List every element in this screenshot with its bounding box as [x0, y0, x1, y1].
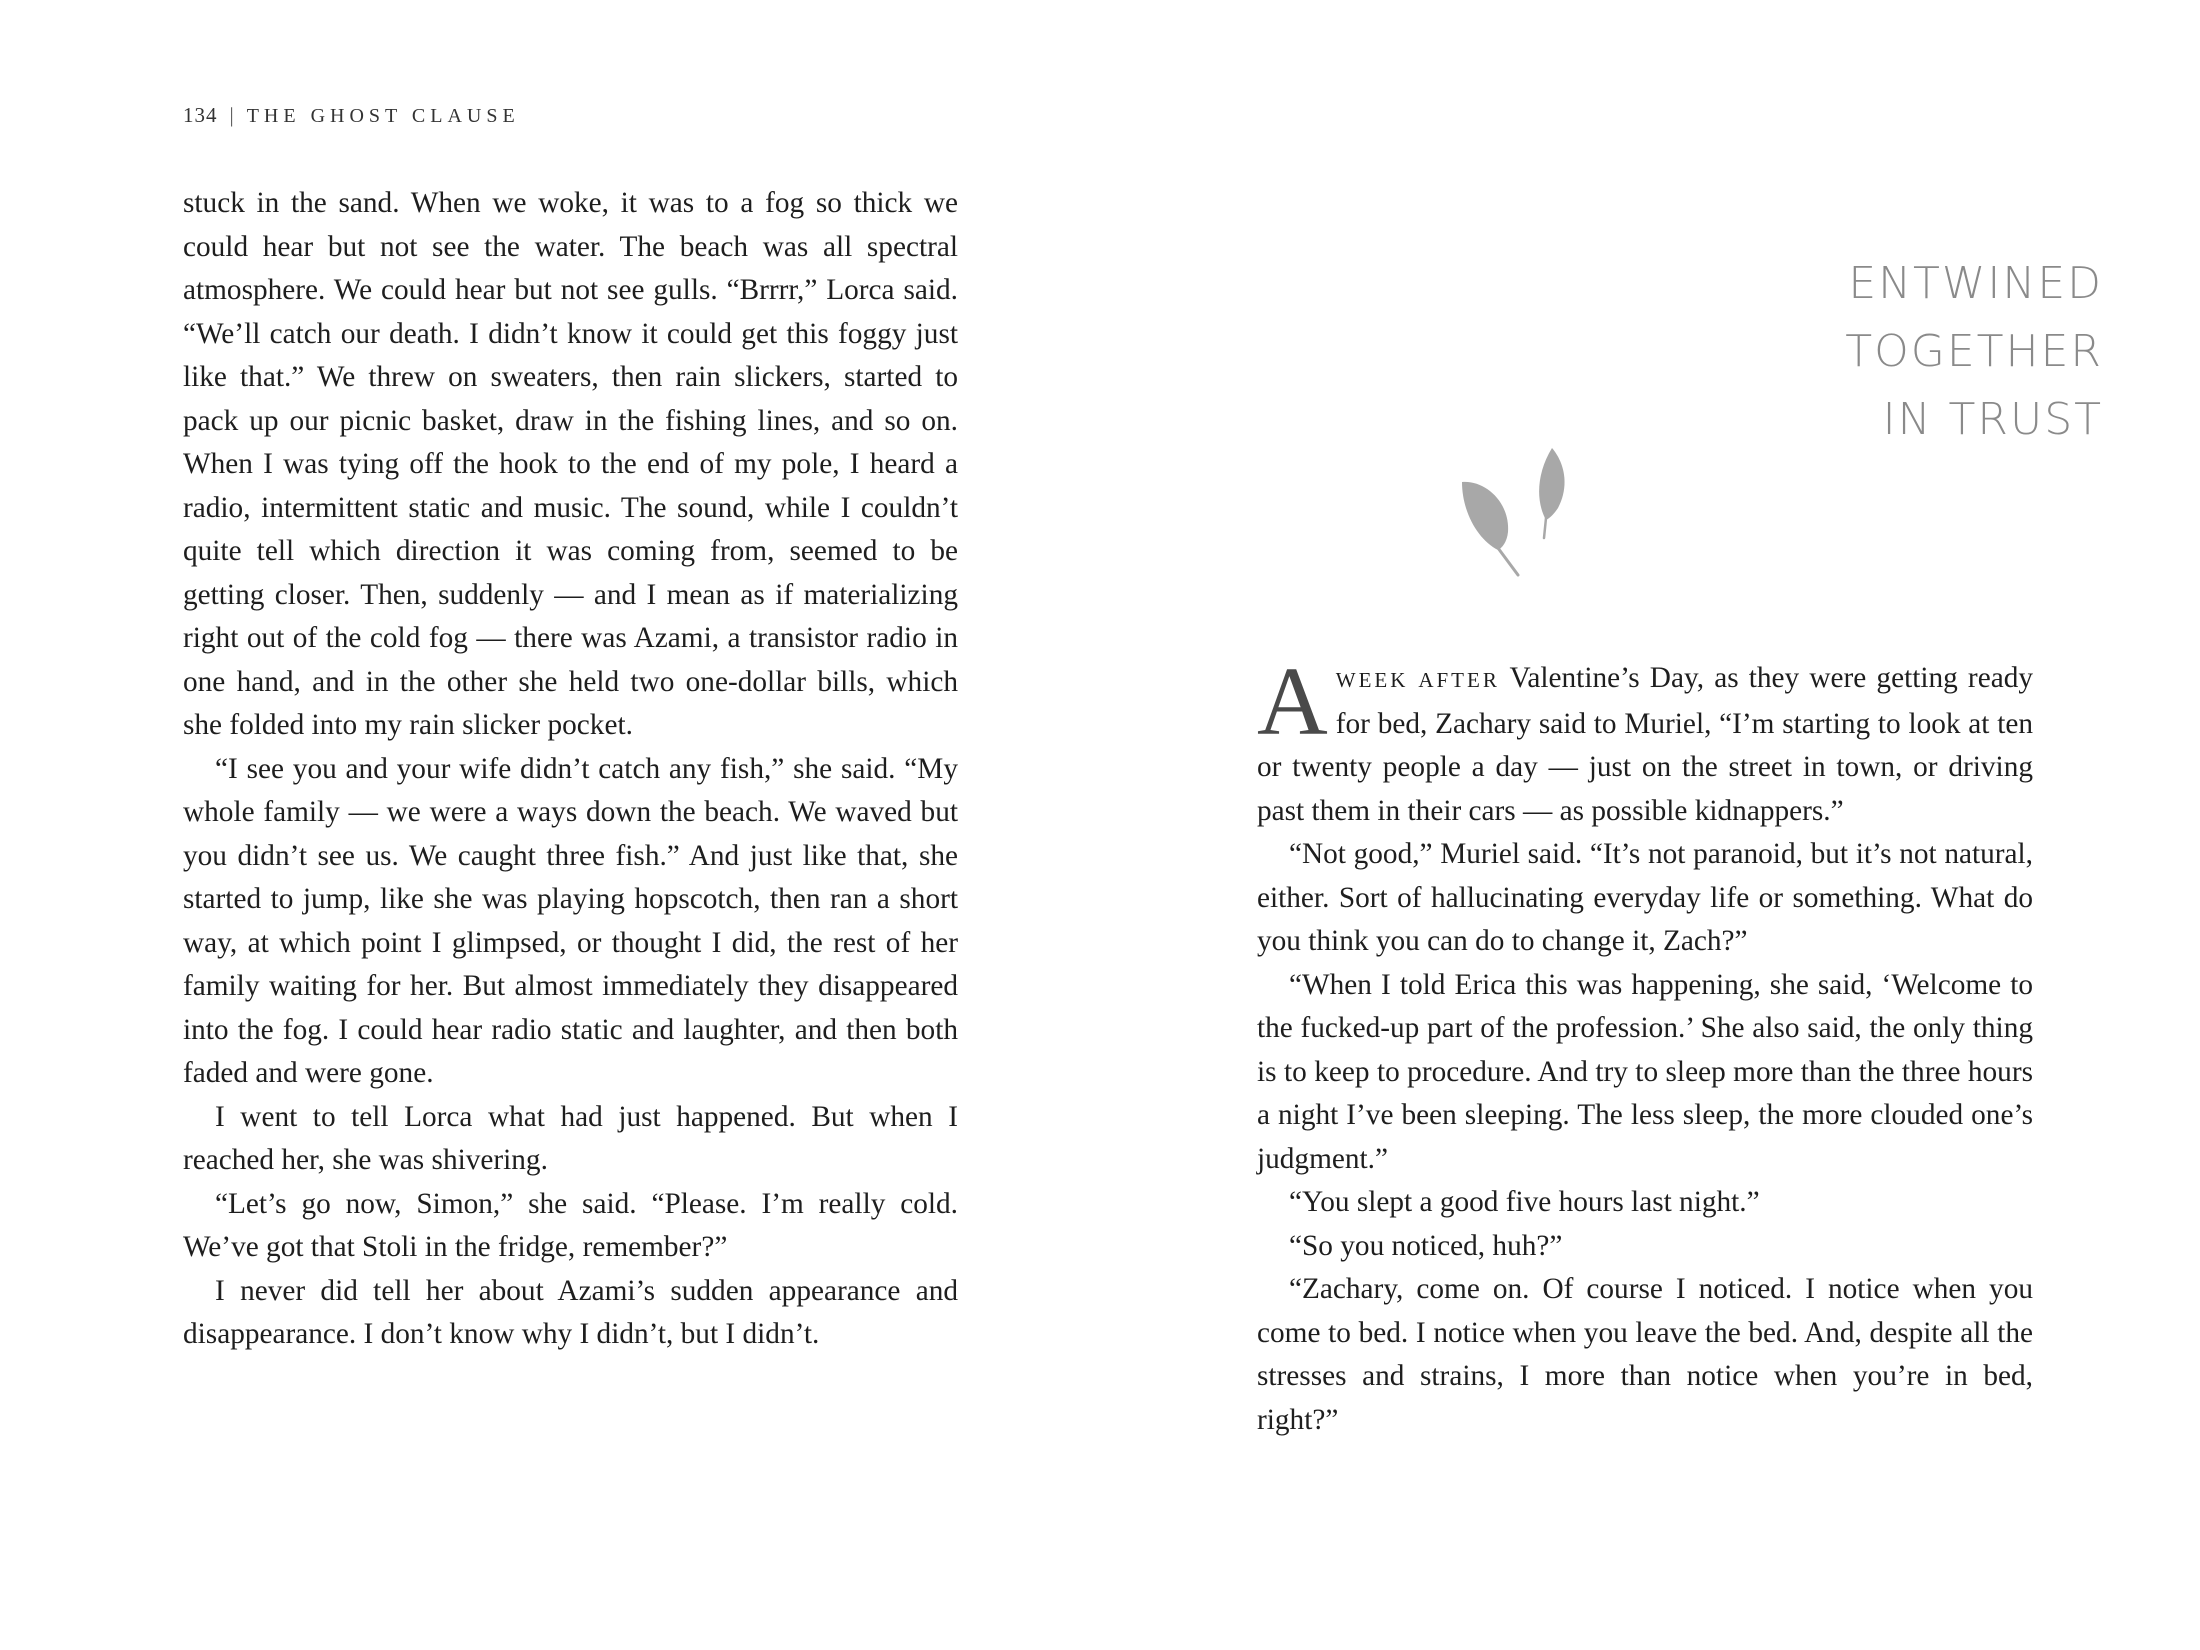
- leaf-right-stem: [1544, 518, 1546, 538]
- paragraph: “Zachary, come on. Of course I noticed. I notice when you come to bed. I notice when you leave the bed. And, despite all the stresses and strains, I more than notice when you’re in bed, right?”: [1257, 1273, 2033, 1436]
- paragraph: I never did tell her about Azami’s sudden appearance and disappearance. I don’t know why I didn’t, but I didn’t.: [183, 1274, 958, 1350]
- running-head: [183, 103, 520, 128]
- lead-in: WEEK AFTER: [1335, 668, 1500, 692]
- paragraph: “I see you and your wife didn’t catch any fish,” she said. “My whole family — we were a ways down the beach. We waved but you didn’t see us. We caught three fish.” And just like that, she started to jump, like she was playing hopscotch, then ran a short way, at which point I glimpsed, or thought I did, the rest of her family waiting for her. But almost immediately they disappeared into the fog. I could hear radio static and laughter, and then both faded and were gone.: [183, 752, 958, 1089]
- right-page: [1100, 0, 2200, 1650]
- paragraph: I went to tell Lorca what had just happened. But when I reached her, she was shivering.: [183, 1100, 958, 1176]
- book-title: THE GHOST CLAUSE: [246, 105, 520, 127]
- leaf-right: [1539, 448, 1564, 520]
- leaf-left-stem: [1498, 548, 1518, 575]
- chapter-title-line: ENTWINED: [1848, 258, 2103, 309]
- paragraph: “You slept a good five hours last night.”: [1289, 1186, 1760, 1218]
- paragraph: “Let’s go now, Simon,” she said. “Please. I’m really cold. We’ve got that Stoli in the fridge, remember?”: [183, 1187, 958, 1263]
- opening-paragraph-text: Valentine’s Day, as they were getting ready for bed, Zachary said to Muriel, “I’m starting to look at ten or twenty people a day — just on the street in town, or driving past them in their cars — as possible kidnappers.”: [1257, 662, 2033, 827]
- right-body-text: [1257, 648, 2033, 1442]
- leaves-ornament-icon: [1440, 440, 1590, 590]
- page-number: 134: [183, 103, 218, 127]
- chapter-title-line: TOGETHER: [1845, 326, 2103, 377]
- leaf-left: [1462, 482, 1508, 550]
- paragraph: “When I told Erica this was happening, she said, ‘Welcome to the fucked-up part of the profession.’ She also said, the only thing is to keep to procedure. And try to sleep more than the three hours a night I’ve been sleeping. The less sleep, the more clouded one’s judgment.”: [1257, 968, 2033, 1175]
- paragraph: “Not good,” Muriel said. “It’s not paranoid, but it’s not natural, either. Sort of hallucinating everyday life or something. What do you think you can do to change it, Zach?”: [1257, 838, 2033, 957]
- left-body-text: [183, 182, 958, 1357]
- chapter-title-line: IN TRUST: [1882, 394, 2103, 445]
- drop-cap: A: [1257, 648, 1328, 756]
- paragraph: “So you noticed, huh?”: [1289, 1229, 1563, 1262]
- paragraph: stuck in the sand. When we woke, it was to a fog so thick we could hear but not see the water. The beach was all spectral atmosphere. We could hear but not see gulls. “Brrrr,” Lorca said. “We’ll catch our death. I didn’t know it could get this foggy just like that.” We threw on sweaters, then rain slickers, started to pack up our picnic basket, draw in the fishing lines, and so on. When I was tying off the hook to the end of my pole, I heard a radio, intermittent static and music. The sound, while I couldn’t quite tell which direction it was coming from, seemed to be getting closer. Then, suddenly — and I mean as if materializing right out of the cold fog — there was Azami, a transistor radio in one hand, and in the other she held two one-dollar bills, which she folded into my rain slicker pocket.: [183, 187, 958, 741]
- opening-paragraph: [1257, 648, 2033, 833]
- chapter-title: [1503, 250, 2103, 454]
- header-separator: |: [229, 103, 235, 127]
